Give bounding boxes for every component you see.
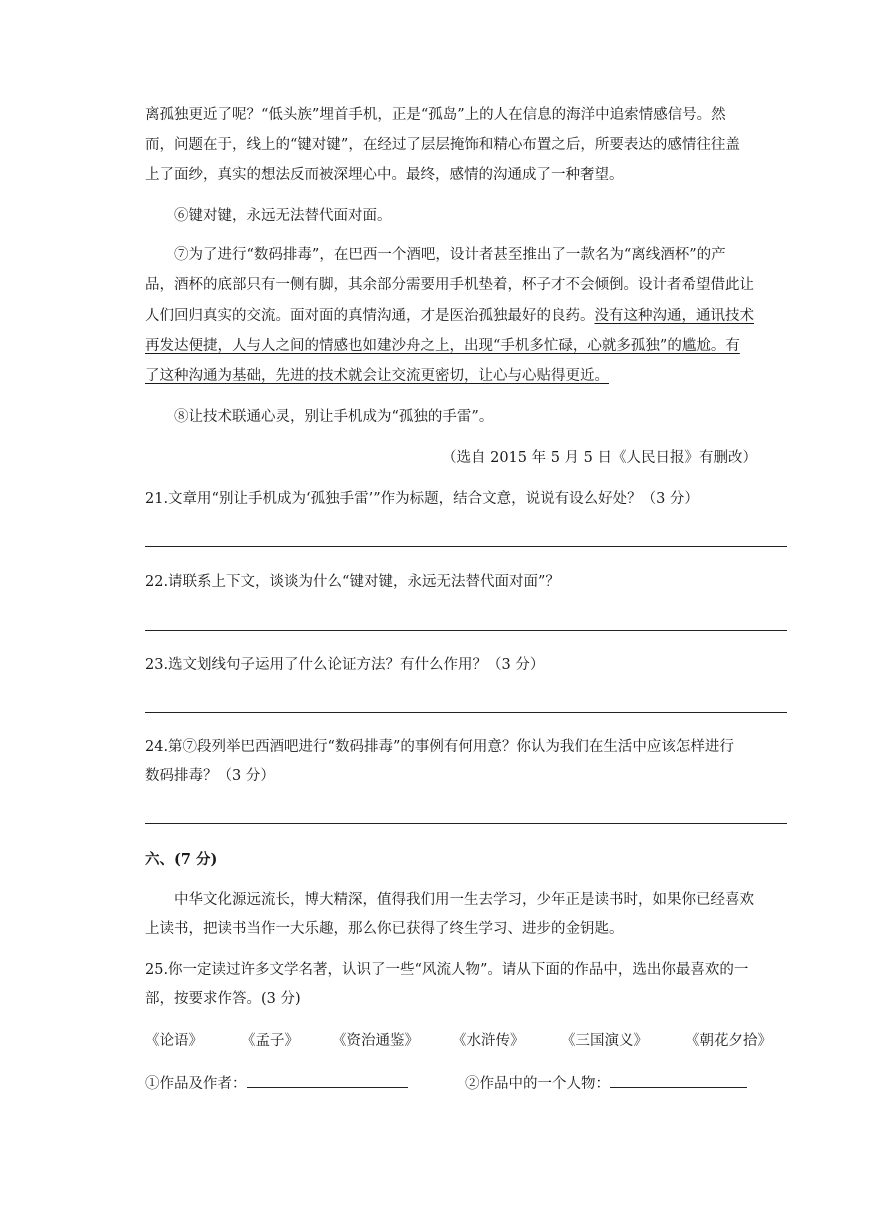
character-blank[interactable] xyxy=(610,1073,747,1088)
work-option: 《资治通鉴》 xyxy=(332,1033,419,1049)
underlined-sentence-part-2: 再发达便捷，人与人之间的情感也如建沙舟之上，出现“手机多忙碌，心就多孤独”的尴尬。有 xyxy=(145,338,740,354)
underlined-sentence-part-3: 了这种沟通为基础，先进的技术就会让交流更密切，让心与心贴得更近。 xyxy=(145,368,609,384)
question-25-line-2: 部，按要求作答。(3 分) xyxy=(145,991,301,1007)
answer-line-23[interactable] xyxy=(145,712,787,713)
answer-line-24[interactable] xyxy=(145,823,787,824)
work-and-author-blank[interactable] xyxy=(247,1073,408,1088)
section-6-intro-line-2: 上读书，把读书当作一大乐趣，那么你已获得了终生学习、进步的金钥匙。 xyxy=(145,921,624,937)
section-6-intro-line-1: 中华文化源远流长，博大精深，值得我们用一生去学习，少年正是读书时，如果你已经喜欢 xyxy=(174,892,754,908)
passage-p8: ⑧让技术联通心灵，别让手机成为“孤独的手雷”。 xyxy=(174,409,494,425)
answer-line-21[interactable] xyxy=(145,546,787,547)
work-option: 《水浒传》 xyxy=(452,1033,525,1049)
question-24-line-1: 24.第⑦段列举巴西酒吧进行“数码排毒”的事例有何用意？你认为我们在生活中应该怎样进行 xyxy=(145,739,734,755)
passage-source: （选自 2015 年 5 月 5 日《人民日报》有删改） xyxy=(441,450,757,466)
passage-p5-line-3: 上了面纱，真实的想法反而被深埋心中。最终，感情的沟通成了一种奢望。 xyxy=(145,167,624,183)
field-work-and-author xyxy=(145,1073,408,1094)
passage-p5-line-2: 而，问题在于，线上的“键对键”，在经过了层层掩饰和精心布置之后，所要表达的感情往往盖 xyxy=(145,137,740,153)
question-25-line-1: 25.你一定读过许多文学名著，认识了一些“风流人物”。请从下面的作品中，选出你最喜欢的一 xyxy=(145,962,749,978)
passage-p7-line-2: 品，酒杯的底部只有一侧有脚，其余部分需要用手机垫着，杯子才不会倾倒。设计者希望借此让 xyxy=(145,277,754,293)
work-option: 《孟子》 xyxy=(241,1033,299,1049)
field-character-label: ②作品中的一个人物： xyxy=(465,1076,610,1092)
question-23: 23.选文划线句子运用了什么论证方法？有什么作用？（3 分） xyxy=(145,657,545,673)
question-24-line-2: 数码排毒？（3 分） xyxy=(145,768,275,784)
field-work-and-author-label: ①作品及作者： xyxy=(145,1076,247,1092)
question-21: 21.文章用“别让手机成为‘孤独手雷’”作为标题，结合文意，说说有设么好处？（3 分） xyxy=(145,491,699,507)
passage-p6: ⑥键对键，永远无法替代面对面。 xyxy=(174,208,392,224)
field-character xyxy=(465,1073,747,1094)
question-22: 22.请联系上下文，谈谈为什么“键对键，永远无法替代面对面”？ xyxy=(145,574,560,590)
passage-p7-line-3 xyxy=(145,306,787,326)
work-option: 《三国演义》 xyxy=(561,1033,648,1049)
work-option: 《论语》 xyxy=(145,1033,203,1049)
passage-p5-line-1: 离孤独更近了呢？“低头族”埋首手机，正是“孤岛”上的人在信息的海洋中追索情感信号。然 xyxy=(145,107,726,123)
work-option: 《朝花夕拾》 xyxy=(685,1033,772,1049)
passage-p7-line-3-plain: 人们回归真实的交流。面对面的真情沟通，才是医治孤独最好的良药。 xyxy=(145,308,595,324)
answer-line-22[interactable] xyxy=(145,630,787,631)
section-6-heading: 六、(7 分) xyxy=(145,851,218,868)
passage-p7-line-1: ⑦为了进行“数码排毒”，在巴西一个酒吧，设计者甚至推出了一款名为“离线酒杯”的产 xyxy=(174,247,726,263)
underlined-sentence-part-1: 没有这种沟通，通讯技术 xyxy=(594,308,754,324)
